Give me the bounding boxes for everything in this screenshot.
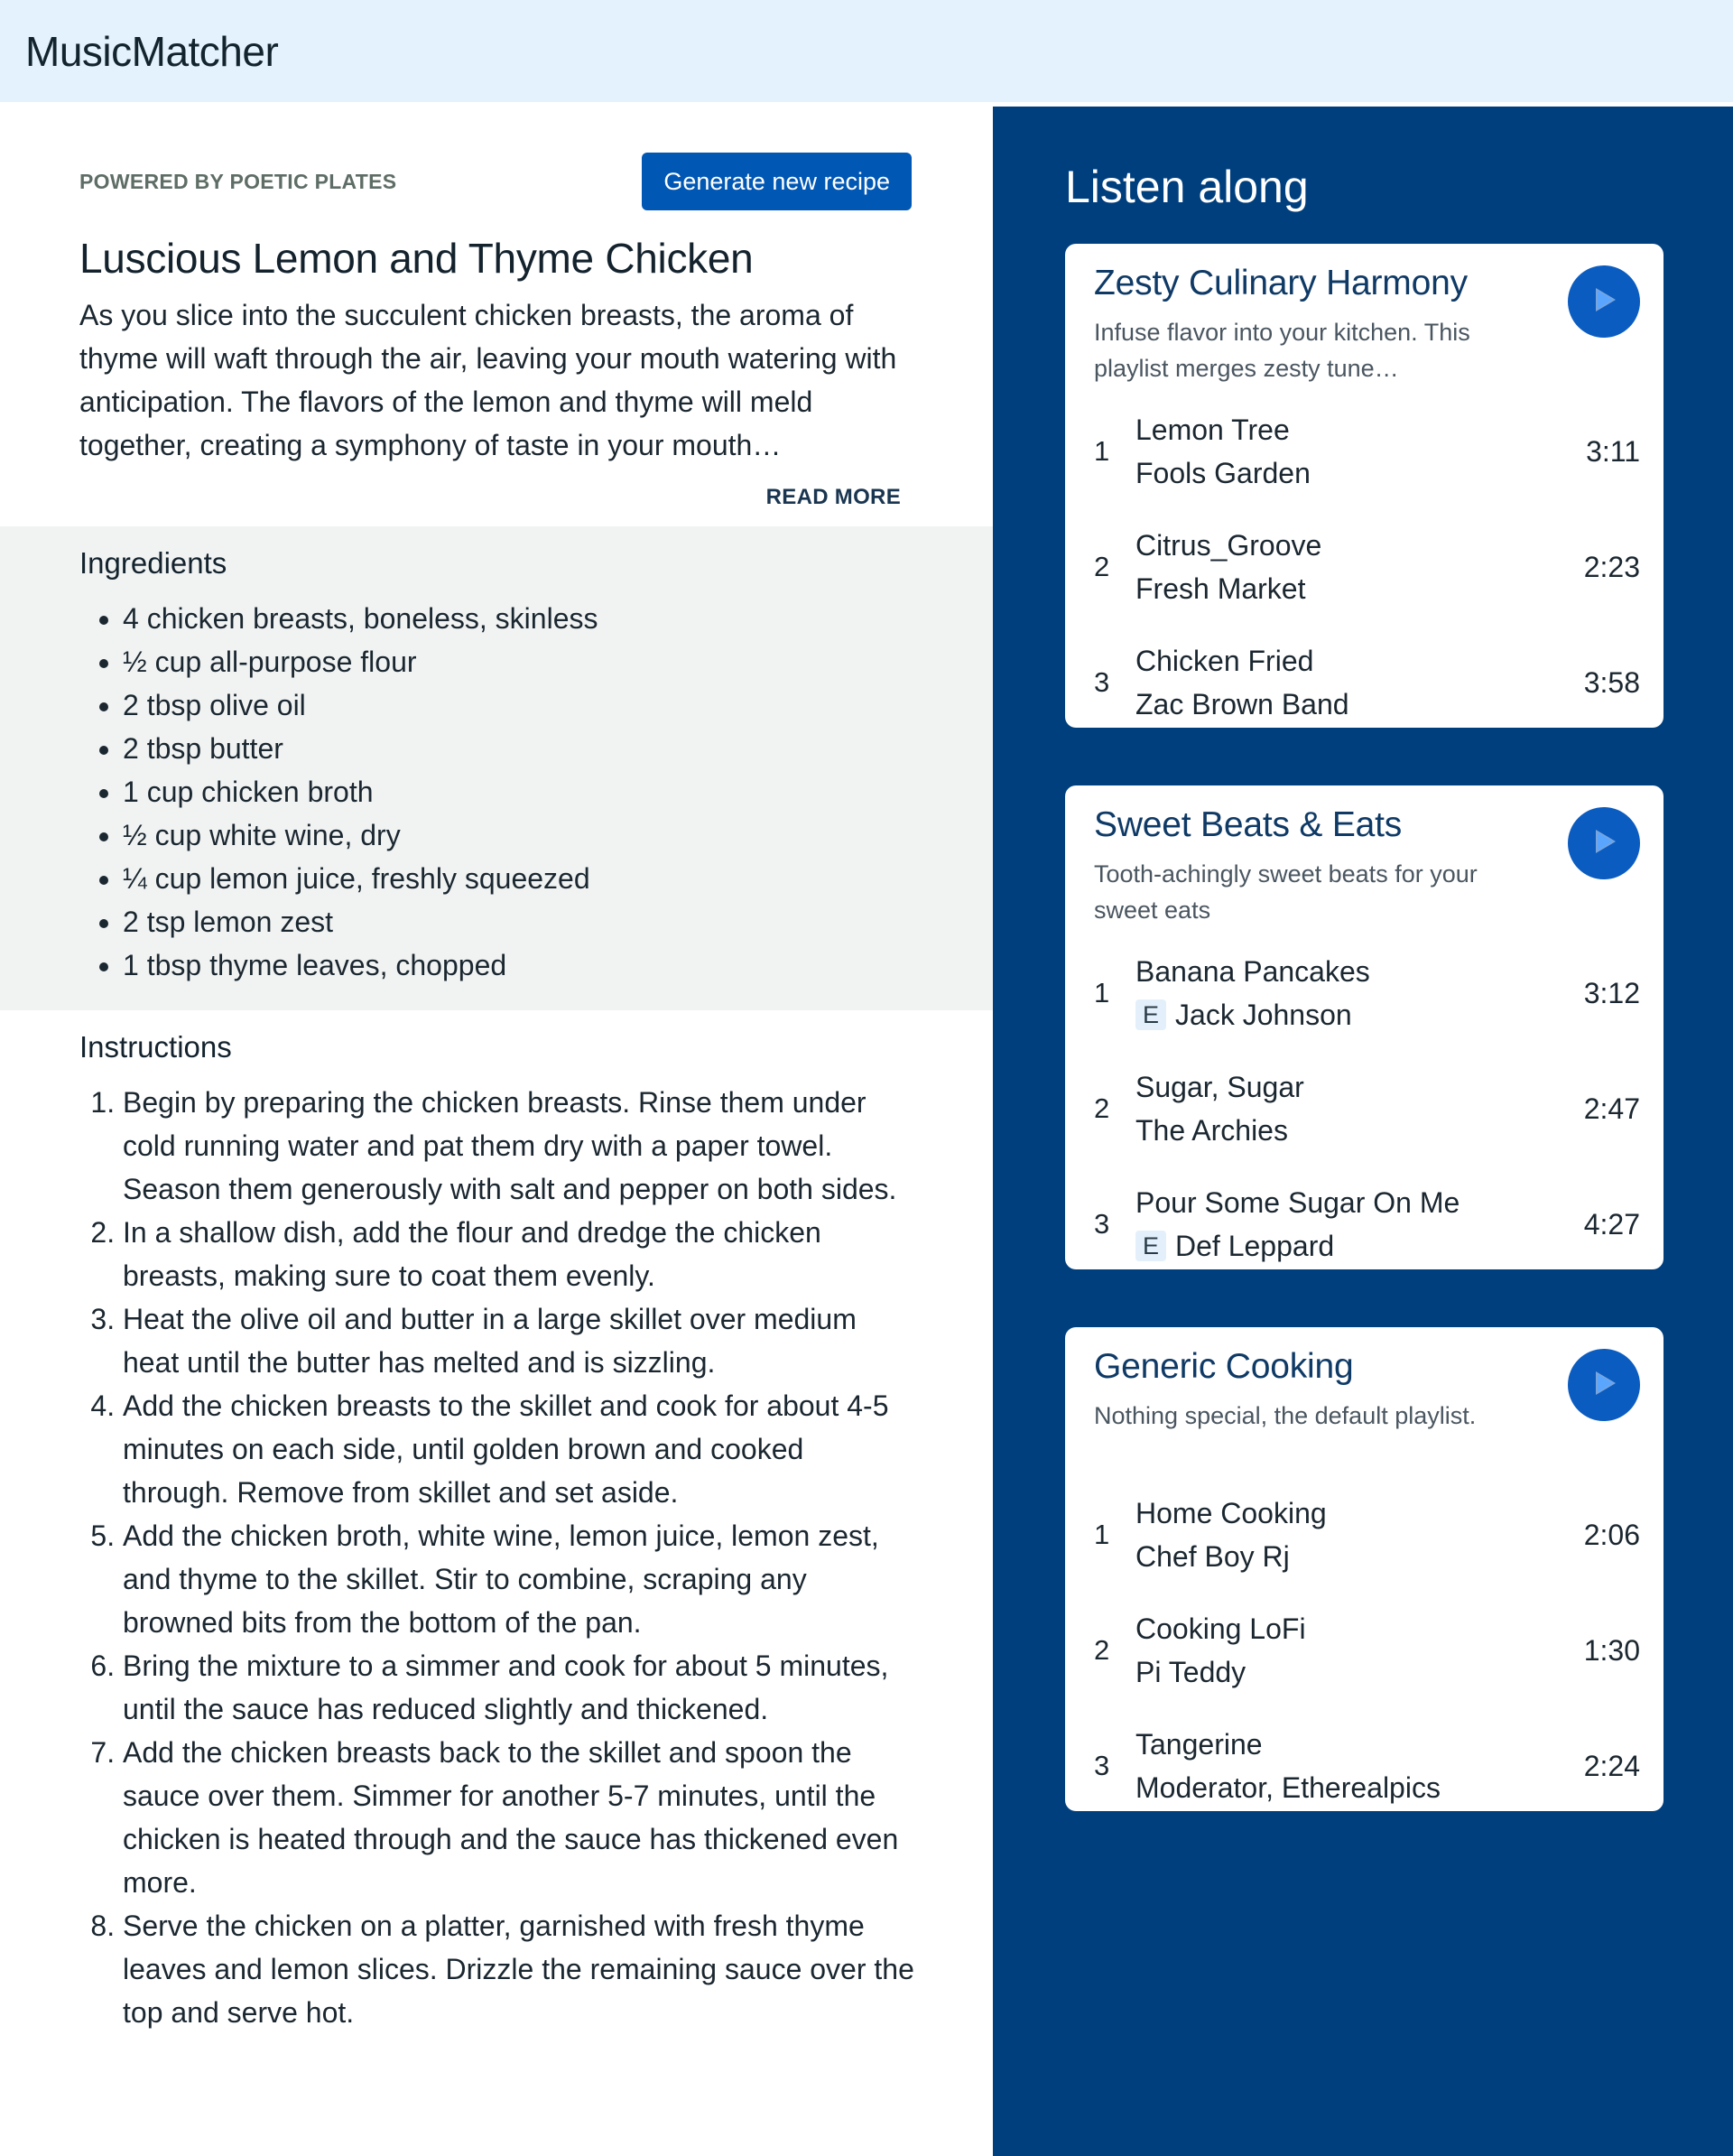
track-info (1135, 1492, 1584, 1578)
track-artist-row (1135, 567, 1584, 610)
play-button[interactable] (1568, 807, 1640, 879)
instructions-section (0, 1010, 993, 2034)
ingredient-item: • 4 chicken breasts, boneless, skinless (123, 597, 993, 640)
track-duration: 3:12 (1583, 976, 1640, 1009)
track-duration: 2:47 (1583, 1092, 1640, 1125)
track-artist-row (1135, 1109, 1584, 1152)
ingredient-item: • 2 tsp lemon zest (123, 900, 993, 943)
instruction-step: 8. Serve the chicken on a platter, garnished with fresh thyme leaves and lemon slices. Drizzle the remaining sauce over the top and serve hot. (123, 1904, 917, 2034)
track-title: Chicken Fried (1135, 645, 1314, 677)
track-number: 3 (1094, 1750, 1110, 1781)
generate-recipe-button[interactable]: Generate new recipe (642, 153, 912, 210)
playlist-name: Sweet Beats & Eats (1094, 805, 1403, 844)
track-duration: 3:58 (1583, 665, 1640, 699)
ingredient-item: • ½ cup white wine, dry (123, 813, 993, 857)
top-bar (0, 0, 1733, 102)
track-duration: 1:30 (1583, 1633, 1640, 1667)
recipe-intro (0, 102, 993, 526)
track-artist: Jack Johnson (1175, 999, 1352, 1031)
listen-along-title: Listen along (1065, 162, 1309, 212)
track-artist: Fools Garden (1135, 457, 1311, 489)
track-row[interactable] (1094, 1708, 1640, 1824)
playlist-description: Nothing special, the default playlist. (1094, 1402, 1477, 1429)
instruction-step: 6. Bring the mixture to a simmer and cook for about 5 minutes, until the sauce has reduced slightly and thickened. (123, 1644, 917, 1731)
track-duration: 4:27 (1583, 1207, 1640, 1241)
track-title: Tangerine (1135, 1728, 1263, 1761)
instruction-step: 7. Add the chicken breasts back to the skillet and spoon the sauce over them. Simmer for another 5-7 minutes, until the chicken is heated through and the sauce has thickened even more. (123, 1731, 917, 1904)
play-icon (1590, 1370, 1617, 1401)
playlist-name: Zesty Culinary Harmony (1094, 264, 1468, 302)
track-title: Sugar, Sugar (1135, 1071, 1304, 1103)
ingredients-list (79, 597, 993, 987)
ingredient-item: • 2 tbsp butter (123, 727, 993, 770)
track-list (1094, 1477, 1640, 1824)
powered-by-label: POWERED BY POETIC PLATES (79, 169, 397, 193)
track-number: 1 (1094, 435, 1110, 467)
instruction-step: 3. Heat the olive oil and butter in a large skillet over medium heat until the butter has melted and is sizzling. (123, 1297, 917, 1384)
track-info (1135, 950, 1584, 1036)
ingredients-section (0, 526, 993, 1010)
instruction-step: 1. Begin by preparing the chicken breasts. Rinse them under cold running water and pat them dry with a paper towel. Season them generously with salt and pepper on both sides. (123, 1081, 917, 1211)
ingredient-item: • 2 tbsp olive oil (123, 683, 993, 727)
ingredients-title: Ingredients (79, 546, 227, 580)
track-row[interactable] (1094, 1477, 1640, 1593)
track-row[interactable] (1094, 625, 1640, 740)
play-icon (1590, 828, 1617, 860)
play-button[interactable] (1568, 1349, 1640, 1421)
playlist-card (1065, 785, 1663, 1269)
playlist-card (1065, 1327, 1663, 1811)
track-number: 1 (1094, 1519, 1110, 1550)
ingredient-item: • 1 tbsp thyme leaves, chopped (123, 943, 993, 987)
instruction-step: 5. Add the chicken broth, white wine, lemon juice, lemon zest, and thyme to the skillet. Stir to combine, scraping any browned bits from the bottom of the pan. (123, 1514, 917, 1644)
track-artist-row (1135, 1766, 1584, 1809)
track-row[interactable] (1094, 509, 1640, 625)
track-artist: Def Leppard (1175, 1230, 1335, 1262)
track-number: 2 (1094, 551, 1110, 582)
ingredient-item: • ½ cup all-purpose flour (123, 640, 993, 683)
read-more-link[interactable]: READ MORE (765, 485, 901, 509)
playlist-description: Tooth-achingly sweet beats for your sweet eats (1094, 860, 1478, 924)
track-artist-row (1135, 1224, 1584, 1268)
track-artist-row (1135, 1650, 1584, 1694)
track-number: 3 (1094, 666, 1110, 698)
recipe-panel (0, 102, 993, 2156)
track-artist-row (1135, 683, 1584, 726)
recipe-title: Luscious Lemon and Thyme Chicken (79, 235, 754, 282)
track-title: Pour Some Sugar On Me (1135, 1186, 1460, 1219)
track-title: Banana Pancakes (1135, 955, 1370, 988)
track-number: 2 (1094, 1634, 1110, 1666)
track-duration: 3:11 (1586, 434, 1640, 468)
track-artist: Moderator, Etherealpics (1135, 1771, 1441, 1804)
track-duration: 2:23 (1583, 550, 1640, 583)
track-row[interactable] (1094, 1593, 1640, 1708)
track-row[interactable] (1094, 1166, 1640, 1282)
track-title: Home Cooking (1135, 1497, 1327, 1529)
instruction-step: 2. In a shallow dish, add the flour and dredge the chicken breasts, making sure to coat them evenly. (123, 1211, 917, 1297)
track-info (1135, 1723, 1584, 1809)
playlist-description: Infuse flavor into your kitchen. This playlist merges zesty tune… (1094, 319, 1470, 382)
app-title: MusicMatcher (25, 27, 279, 75)
track-row[interactable] (1094, 935, 1640, 1051)
ingredient-item: • 1 cup chicken broth (123, 770, 993, 813)
track-info (1135, 639, 1584, 726)
listen-along-sidebar (993, 107, 1733, 2156)
track-info (1135, 1181, 1584, 1268)
instruction-step: 4. Add the chicken breasts to the skillet and cook for about 4-5 minutes on each side, until golden brown and cooked through. Remove from skillet and set aside. (123, 1384, 917, 1514)
track-duration: 2:06 (1583, 1518, 1640, 1551)
main-layout (0, 102, 1733, 2156)
play-button[interactable] (1568, 265, 1640, 338)
recipe-header-row (79, 153, 912, 210)
track-title: Citrus_Groove (1135, 529, 1322, 562)
track-artist-row (1135, 1535, 1584, 1578)
track-info (1135, 408, 1586, 495)
track-info (1135, 1065, 1584, 1152)
track-list (1094, 935, 1640, 1282)
track-number: 3 (1094, 1208, 1110, 1240)
play-icon (1590, 286, 1617, 318)
track-number: 1 (1094, 977, 1110, 1008)
track-artist: Zac Brown Band (1135, 688, 1349, 720)
instructions-title: Instructions (79, 1030, 232, 1064)
track-info (1135, 524, 1584, 610)
track-info (1135, 1607, 1584, 1694)
track-duration: 2:24 (1583, 1749, 1640, 1782)
playlist-card (1065, 244, 1663, 728)
recipe-description: As you slice into the succulent chicken breasts, the aroma of thyme will waft through the air, leaving your mouth watering with anticipation. The flavors of the lemon and thyme will meld together, creating a symphony of taste in your mouth… (79, 299, 897, 461)
ingredient-item: • ¼ cup lemon juice, freshly squeezed (123, 857, 993, 900)
track-artist-row (1135, 451, 1586, 495)
track-row[interactable] (1094, 394, 1640, 509)
track-artist: Pi Teddy (1135, 1656, 1246, 1688)
playlist-name: Generic Cooking (1094, 1347, 1354, 1386)
instructions-list (79, 1081, 942, 2034)
track-number: 2 (1094, 1092, 1110, 1124)
playlist-list (1065, 244, 1663, 1811)
track-artist: The Archies (1135, 1114, 1288, 1147)
track-row[interactable] (1094, 1051, 1640, 1166)
explicit-badge: E (1135, 1231, 1166, 1261)
explicit-badge: E (1135, 999, 1166, 1030)
track-artist: Chef Boy Rj (1135, 1540, 1290, 1573)
track-artist-row (1135, 993, 1584, 1036)
track-title: Lemon Tree (1135, 414, 1290, 446)
track-list (1094, 394, 1640, 740)
track-title: Cooking LoFi (1135, 1612, 1306, 1645)
track-artist: Fresh Market (1135, 572, 1306, 605)
